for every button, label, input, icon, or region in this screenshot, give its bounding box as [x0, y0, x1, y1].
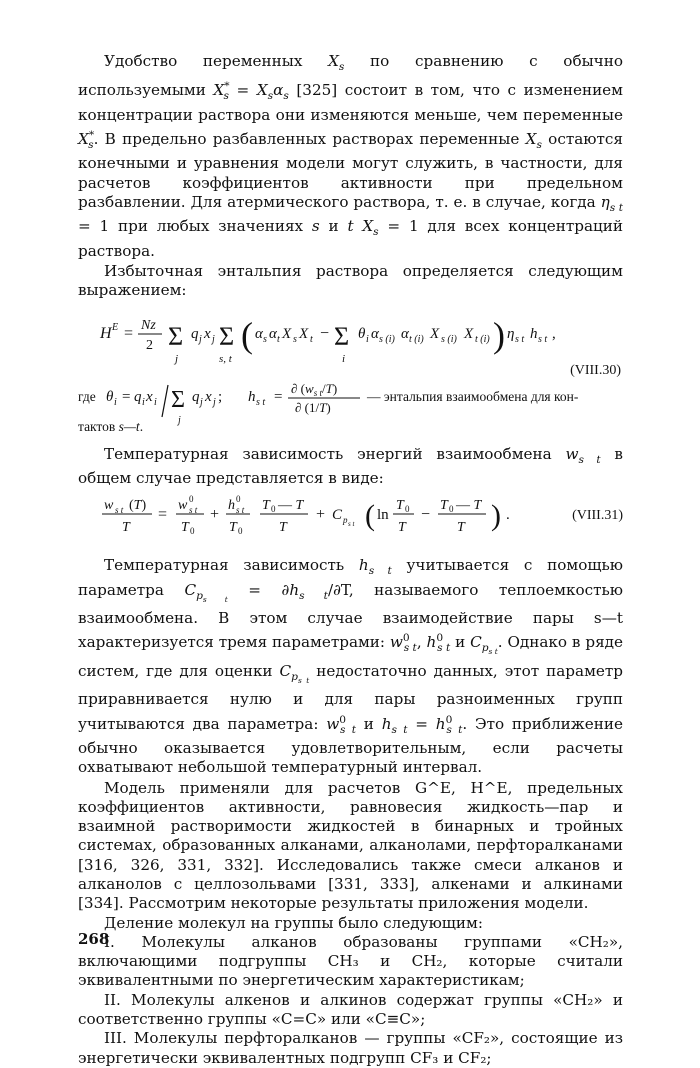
svg-text:α: α: [255, 325, 263, 342]
svg-text:j: j: [200, 396, 203, 408]
svg-text:=: =: [124, 324, 134, 342]
svg-text:Σ: Σ: [219, 321, 235, 351]
svg-text:x: x: [204, 325, 211, 342]
svg-text:i: i: [142, 396, 145, 408]
definitions-text: где θ_i = q_i x_i / Σ_j q_j x_j; h_s t = ∂(w_s t/T) / ∂(1/T) — энтальпия взаимообмена для контактов s—t.: [87, 1000, 141, 1001]
svg-text:s (i): s (i): [379, 333, 395, 345]
equation-viii-31: [78, 492, 623, 550]
svg-text:s t: s t: [189, 505, 198, 516]
paragraph-8: II. Молекулы алкенов и алкинов содержат группы «CH₂» и соответственно группы «C=C» или «C≡C»;: [78, 990, 623, 1029]
equation-texts: [0, 1000, 700, 1001]
svg-text:0: 0: [189, 494, 194, 505]
svg-text:s: s: [263, 333, 267, 345]
paragraph-1: Удобство переменных $X_s$ по сравнению с обычно используемыми $X^*_s = X_s\alpha_s$ [325] состоит в том, что с изменением концентрации раствора они изменяются меньше, чем переменные $X^*_s$. В предельно разбавленных растворах переменные $X_s$ остаются конечными и уравнения модели могут служить, в частности, для расчетов коэффициентов активности при предельном разбавлении. Для атермического раствора, т. е. в случае, когда $\eta_{s t} = 1$ при любых значениях s и t $X_s = 1$ для всех концентраций раствора.: [78, 52, 624, 260]
svg-text:α: α: [269, 325, 277, 342]
svg-text:j: j: [199, 333, 202, 345]
equation-number-viii-30: (VIII.30): [570, 362, 621, 378]
svg-text:w: w: [104, 498, 114, 514]
svg-text:∂ (1/T): ∂ (1/T): [295, 399, 331, 415]
page-number: 268: [78, 930, 110, 948]
paragraph-4: Температурная зависимость $h_{s t}$ учитывается с помощью параметра $C_{p_{s t}} = \partial h_{s t}/\partial T$, называемого теплоемкостью взаимообмена. В этом случае взаимодействие пары s—t характеризуется тремя параметрами: $w^0_{s t}$, $h^0_{s t}$ и $C_{p_{s t}}$. Однако в ряде систем, где для оценки $C_{p_{s t}}$ недостаточно данных, этот параметр приравнивается нулю и для пары разноименных групп учитываются два параметра: $w^0_{s t}$ и $h_{s t} = h^0_{s t}$. Это приближение обычно оказывается удовлетворительным, если расчеты охватывают небольшой температурный интервал.: [78, 556, 624, 777]
svg-text:2: 2: [146, 337, 153, 353]
svg-text:Nz: Nz: [141, 317, 156, 333]
svg-text:j: j: [178, 414, 181, 426]
paragraph-6: Деление молекул на группы было следующим:: [104, 913, 483, 932]
svg-text:): ): [491, 499, 501, 533]
svg-text:): ): [493, 314, 505, 355]
svg-text:θ: θ: [106, 388, 114, 405]
svg-text:+: +: [316, 506, 326, 524]
svg-text:=: =: [158, 506, 168, 524]
svg-text:X: X: [299, 325, 309, 342]
svg-text:w: w: [178, 498, 188, 514]
svg-text:0: 0: [405, 504, 410, 515]
equation-viii-31-graphic: [78, 492, 623, 550]
svg-text:H: H: [100, 324, 112, 342]
svg-text:s t: s t: [256, 396, 266, 408]
definitions-graphic: [78, 379, 623, 437]
svg-text:=: =: [122, 388, 131, 405]
svg-text:T: T: [398, 520, 406, 536]
paragraph-2: Избыточная энтальпия раствора определяется следующим выражением:: [78, 261, 623, 300]
svg-text:s t: s t: [515, 333, 525, 345]
svg-text:q: q: [134, 388, 142, 405]
paragraph-5: Модель применяли для расчетов G^E, H^E, предельных коэффициентов активности, равновесия жидкость—пар и взаимной растворимости жидкостей в бинарных и тройных системах, образованных алканами, алканолами, перфторалканами [316, 326, 331, 332]. Исследовались также смеси алканов и алканолов с целлозольвами [331, 333], алкенами и алкинами [334]. Рассмотрим некоторые результаты приложения модели.: [78, 778, 623, 913]
equation-number-viii-31: (VIII.31): [572, 508, 623, 524]
svg-text:(T): (T): [129, 498, 147, 514]
svg-text:x: x: [146, 388, 153, 405]
svg-text:X: X: [430, 325, 440, 342]
svg-text:T: T: [396, 498, 404, 514]
svg-text:=: =: [274, 388, 283, 405]
svg-text:j: j: [212, 333, 215, 345]
paragraph-9: III. Молекулы перфторалканов — группы «CF₂», состоящие из энергетически эквивалентных подгрупп CF₃ и CF₂;: [78, 1029, 623, 1067]
page-body: [78, 52, 623, 1068]
svg-text:0: 0: [271, 504, 276, 515]
svg-text:h: h: [530, 325, 538, 342]
svg-text:x: x: [205, 388, 212, 405]
paragraph-3: Температурная зависимость энергий взаимообмена $w_{s t}$ в общем случае представляется в виде:: [78, 444, 623, 487]
svg-text:s (i): s (i): [441, 333, 457, 345]
svg-text:тактов s—t.: тактов s—t.: [78, 418, 144, 434]
svg-text:t (i): t (i): [409, 333, 424, 345]
svg-text:E: E: [112, 321, 119, 333]
svg-text:j: j: [213, 396, 216, 408]
svg-text:Σ: Σ: [168, 321, 184, 351]
svg-text:X: X: [282, 325, 292, 342]
equation-viii-30-text: H^E = (Nz/2) Σ_j q_j x_j Σ_(s,t) (α_s α_t X_s X_t − Σ_i θ_i α_s(i) α_t(i) X_s(i) X_t(i)) η_s t h_s t,: [0, 1000, 48, 1001]
svg-text:+: +: [210, 506, 220, 524]
svg-text:Σ: Σ: [334, 321, 350, 351]
svg-text:ln: ln: [377, 507, 389, 524]
svg-text:s, t: s, t: [219, 352, 232, 365]
svg-text:T: T: [262, 498, 270, 514]
svg-text:0: 0: [238, 526, 243, 537]
svg-text:s t: s t: [348, 520, 355, 529]
svg-text:;: ;: [218, 388, 223, 405]
svg-text:t: t: [310, 333, 313, 345]
svg-text:T: T: [229, 520, 237, 536]
paragraph-7: I. Молекулы алканов образованы группами «CH₂», включающими подгруппы CH₃ и CH₂, которые считали эквивалентными по энергетическим характеристикам;: [78, 932, 623, 990]
svg-text:α: α: [371, 325, 379, 342]
equation-viii-30-graphic: [78, 307, 623, 379]
equation-definitions: [78, 379, 623, 437]
svg-text:i: i: [154, 396, 157, 408]
svg-text:t (i): t (i): [475, 333, 490, 345]
svg-text:T: T: [181, 520, 189, 536]
svg-text:0: 0: [190, 526, 195, 537]
svg-text:— T: — T: [456, 498, 482, 514]
svg-text:q: q: [191, 325, 199, 342]
svg-text:η: η: [507, 325, 515, 342]
svg-text:h: h: [228, 498, 235, 514]
svg-text:t: t: [277, 333, 280, 345]
svg-text:q: q: [192, 388, 200, 405]
equation-viii-31-text: w_s t(T)/T = w⁰_s t/T₀ + (h⁰_s t/T₀)(T₀ − T)/T + C_p s t (ln(T₀/T) − (T₀ − T)/T) .: [47, 1000, 87, 1001]
svg-text:h: h: [248, 388, 256, 405]
svg-text:T: T: [122, 520, 130, 536]
svg-text:p: p: [343, 515, 348, 526]
svg-text:s t: s t: [538, 333, 548, 345]
svg-text:T: T: [440, 498, 448, 514]
svg-text:s t: s t: [115, 505, 124, 516]
svg-text:−: −: [320, 324, 330, 342]
svg-text:0: 0: [236, 494, 241, 505]
svg-text:Σ: Σ: [171, 386, 185, 413]
svg-text:∂ (ws t/T): ∂ $(w_{s t}/T)$: [291, 380, 338, 398]
svg-text:−: −: [421, 506, 431, 524]
svg-text:C: C: [332, 507, 343, 524]
svg-text:i: i: [366, 333, 369, 345]
svg-text:(: (: [365, 499, 375, 533]
svg-text:где: где: [78, 388, 96, 404]
svg-text:s t: s t: [236, 505, 245, 516]
svg-text:0: 0: [449, 504, 454, 515]
svg-text:s: s: [293, 333, 297, 345]
svg-text:— T: — T: [278, 498, 304, 514]
svg-text:α: α: [401, 325, 409, 342]
svg-text:i: i: [342, 352, 346, 365]
svg-text:X: X: [464, 325, 474, 342]
svg-text:.: .: [506, 507, 510, 524]
svg-text:,: ,: [552, 325, 556, 342]
equation-viii-30: [78, 307, 623, 379]
svg-text:i: i: [114, 396, 117, 408]
svg-text:T: T: [279, 520, 287, 536]
svg-text:— энтальпия взаимообмена для к: — энтальпия взаимообмена для кон-: [367, 388, 579, 404]
svg-text:T: T: [457, 520, 465, 536]
svg-text:(: (: [241, 314, 253, 355]
svg-text:j: j: [175, 352, 179, 365]
svg-text:θ: θ: [358, 325, 366, 342]
